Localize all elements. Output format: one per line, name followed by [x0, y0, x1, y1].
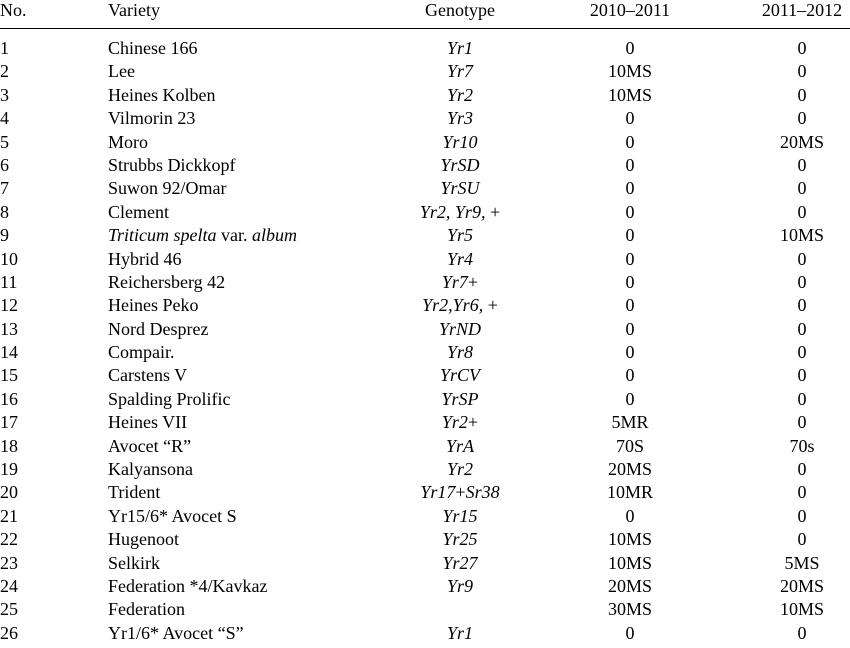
- variety-cell: Trident: [108, 482, 161, 503]
- row-number: 13: [0, 318, 18, 339]
- header-no: No.: [0, 0, 27, 20]
- table-row: [0, 60, 850, 83]
- genotype-cell: YrCV: [439, 365, 481, 386]
- score-2011-2012: 0: [797, 84, 807, 105]
- row-number: 16: [0, 388, 18, 409]
- genotype-cell: Yr1: [446, 622, 473, 643]
- score-2010-2011: 10MS: [607, 61, 652, 82]
- variety-cell: Carstens V: [108, 365, 188, 386]
- genotype-cell: YrSU: [440, 178, 480, 199]
- score-2011-2012: 0: [797, 388, 807, 409]
- variety-cell: Hybrid 46: [108, 248, 182, 269]
- genotype-cell: Yr1: [446, 38, 473, 58]
- score-2011-2012: 0: [797, 38, 807, 58]
- variety-cell: Triticum spelta var. album: [108, 225, 298, 246]
- variety-cell: Selkirk: [108, 552, 160, 573]
- score-2010-2011: 0: [625, 154, 635, 175]
- variety-cell: Strubbs Dickkopf: [108, 154, 236, 175]
- row-number: 8: [0, 201, 9, 222]
- table-row: [0, 388, 850, 411]
- genotype-cell: YrSP: [441, 388, 479, 409]
- row-number: 10: [0, 248, 18, 269]
- table-row: [0, 528, 850, 551]
- score-2010-2011: 0: [625, 505, 635, 526]
- score-2010-2011: 0: [625, 178, 635, 199]
- variety-cell: Heines Peko: [108, 295, 199, 316]
- score-2010-2011: 0: [625, 108, 635, 129]
- header-2010-2011: 2010–2011: [589, 0, 671, 20]
- genotype-cell: Yr27: [442, 552, 478, 573]
- row-number: 25: [0, 599, 18, 620]
- score-2010-2011: 0: [625, 622, 635, 643]
- variety-cell: Chinese 166: [108, 38, 198, 58]
- genotype-cell: YrA: [445, 435, 474, 456]
- table-row: [0, 505, 850, 528]
- score-2010-2011: 0: [625, 271, 635, 292]
- score-2010-2011: 70S: [615, 435, 644, 456]
- score-2010-2011: 20MS: [607, 575, 652, 596]
- score-2011-2012: 0: [797, 61, 807, 82]
- header-genotype: Genotype: [425, 0, 495, 20]
- row-number: 11: [0, 271, 18, 292]
- variety-cell: Spalding Prolific: [108, 388, 231, 409]
- row-number: 12: [0, 295, 18, 316]
- genotype-cell: Yr8: [446, 342, 473, 363]
- variety-cell: Lee: [108, 61, 135, 82]
- score-2011-2012: 70s: [789, 435, 815, 456]
- header-rule: [0, 28, 850, 29]
- row-number: 7: [0, 178, 9, 199]
- score-2011-2012: 20MS: [779, 575, 824, 596]
- variety-cell: Reichersberg 42: [108, 271, 226, 292]
- score-2011-2012: 0: [797, 248, 807, 269]
- score-2010-2011: 10MS: [607, 529, 652, 550]
- table-row: [0, 154, 850, 177]
- variety-cell: Yr15/6* Avocet S: [108, 505, 237, 526]
- genotype-cell: Yr15: [442, 505, 478, 526]
- score-2011-2012: 10MS: [779, 225, 824, 246]
- score-2010-2011: 0: [625, 365, 635, 386]
- score-2011-2012: 0: [797, 342, 807, 363]
- table-row: [0, 318, 850, 341]
- score-2010-2011: 0: [625, 38, 635, 58]
- table-row: [0, 458, 850, 481]
- variety-cell: Heines VII: [108, 412, 188, 433]
- variety-cell: Nord Desprez: [108, 318, 209, 339]
- score-2010-2011: 0: [625, 201, 635, 222]
- genotype-cell: Yr2,Yr6, +: [422, 295, 498, 316]
- genotype-cell: Yr2, Yr9, +: [419, 201, 501, 222]
- table-row: [0, 248, 850, 271]
- variety-cell: Vilmorin 23: [108, 108, 196, 129]
- score-2011-2012: 0: [797, 178, 807, 199]
- score-2010-2011: 0: [625, 295, 635, 316]
- header-variety: Variety: [108, 0, 160, 20]
- genotype-cell: Yr2+: [441, 412, 479, 433]
- table-row: [0, 411, 850, 434]
- genotype-cell: YrND: [438, 318, 482, 339]
- row-number: 9: [0, 225, 9, 246]
- genotype-cell: Yr2: [446, 459, 473, 480]
- score-2011-2012: 0: [797, 318, 807, 339]
- genotype-cell: Yr2: [446, 84, 473, 105]
- table-row: [0, 552, 850, 575]
- score-2011-2012: 0: [797, 201, 807, 222]
- variety-cell: Hugenoot: [108, 529, 179, 550]
- score-2011-2012: 20MS: [779, 131, 824, 152]
- row-number: 23: [0, 552, 18, 573]
- score-2011-2012: 0: [797, 295, 807, 316]
- score-2010-2011: 0: [625, 225, 635, 246]
- genotype-cell: YrSD: [440, 154, 480, 175]
- row-number: 15: [0, 365, 18, 386]
- table-row: [0, 575, 850, 598]
- score-2011-2012: 10MS: [779, 599, 824, 620]
- row-number: 2: [0, 61, 9, 82]
- score-2010-2011: 5MR: [611, 412, 649, 433]
- variety-cell: Compair.: [108, 342, 175, 363]
- row-number: 6: [0, 154, 9, 175]
- table-body: [0, 37, 850, 645]
- genotype-cell: Yr5: [446, 225, 473, 246]
- row-number: 21: [0, 505, 18, 526]
- score-2011-2012: 0: [797, 482, 807, 503]
- row-number: 3: [0, 84, 9, 105]
- genotype-cell: Yr3: [446, 108, 473, 129]
- row-number: 26: [0, 622, 18, 643]
- row-number: 24: [0, 575, 18, 596]
- score-2011-2012: 0: [797, 365, 807, 386]
- genotype-cell: Yr4: [446, 248, 473, 269]
- table-header: [0, 0, 850, 28]
- table-row: [0, 622, 850, 645]
- table-row: [0, 37, 850, 60]
- genotype-cell: Yr10: [442, 131, 478, 152]
- row-number: 1: [0, 38, 9, 58]
- table-row: [0, 294, 850, 317]
- score-2011-2012: 0: [797, 108, 807, 129]
- row-number: 20: [0, 482, 18, 503]
- table-row: [0, 364, 850, 387]
- header-2011-2012: 2011–2012: [761, 0, 843, 20]
- table-row: [0, 341, 850, 364]
- variety-cell: Yr1/6* Avocet “S”: [108, 622, 244, 643]
- genotype-cell: Yr17+Sr38: [420, 482, 500, 503]
- score-2011-2012: 0: [797, 412, 807, 433]
- table-row: [0, 481, 850, 504]
- variety-cell: Moro: [108, 131, 148, 152]
- table-row: [0, 271, 850, 294]
- genotype-cell: Yr25: [442, 529, 478, 550]
- table-row: [0, 107, 850, 130]
- row-number: 4: [0, 108, 9, 129]
- score-2011-2012: 5MS: [784, 552, 820, 573]
- genotype-cell: Yr7: [446, 61, 473, 82]
- variety-cell: Clement: [108, 201, 169, 222]
- score-2011-2012: 0: [797, 459, 807, 480]
- score-2010-2011: 0: [625, 248, 635, 269]
- table-row: [0, 435, 850, 458]
- table-row: [0, 598, 850, 621]
- score-2011-2012: 0: [797, 154, 807, 175]
- score-2010-2011: 0: [625, 131, 635, 152]
- genotype-cell: Yr7+: [441, 271, 479, 292]
- table-row: [0, 131, 850, 154]
- score-2011-2012: 0: [797, 529, 807, 550]
- variety-cell: Kalyansona: [108, 459, 193, 480]
- row-number: 14: [0, 342, 18, 363]
- row-number: 19: [0, 459, 18, 480]
- score-2010-2011: 10MS: [607, 84, 652, 105]
- score-2010-2011: 0: [625, 318, 635, 339]
- variety-cell: Federation: [108, 599, 185, 620]
- score-2010-2011: 10MS: [607, 552, 652, 573]
- variety-cell: Avocet “R”: [108, 435, 192, 456]
- score-2011-2012: 0: [797, 505, 807, 526]
- score-2010-2011: 0: [625, 342, 635, 363]
- score-2011-2012: 0: [797, 622, 807, 643]
- variety-cell: Federation *4/Kavkaz: [108, 575, 268, 596]
- table-row: [0, 224, 850, 247]
- score-2010-2011: 20MS: [607, 459, 652, 480]
- row-number: 22: [0, 529, 18, 550]
- row-number: 17: [0, 412, 18, 433]
- variety-cell: Suwon 92/Omar: [108, 178, 227, 199]
- score-2010-2011: 10MR: [606, 482, 653, 503]
- table-row: [0, 201, 850, 224]
- score-2011-2012: 0: [797, 271, 807, 292]
- score-2010-2011: 0: [625, 388, 635, 409]
- row-number: 18: [0, 435, 18, 456]
- genotype-cell: Yr9: [446, 575, 473, 596]
- row-number: 5: [0, 131, 9, 152]
- table-row: [0, 177, 850, 200]
- variety-cell: Heines Kolben: [108, 84, 216, 105]
- score-2010-2011: 30MS: [607, 599, 652, 620]
- table-row: [0, 84, 850, 107]
